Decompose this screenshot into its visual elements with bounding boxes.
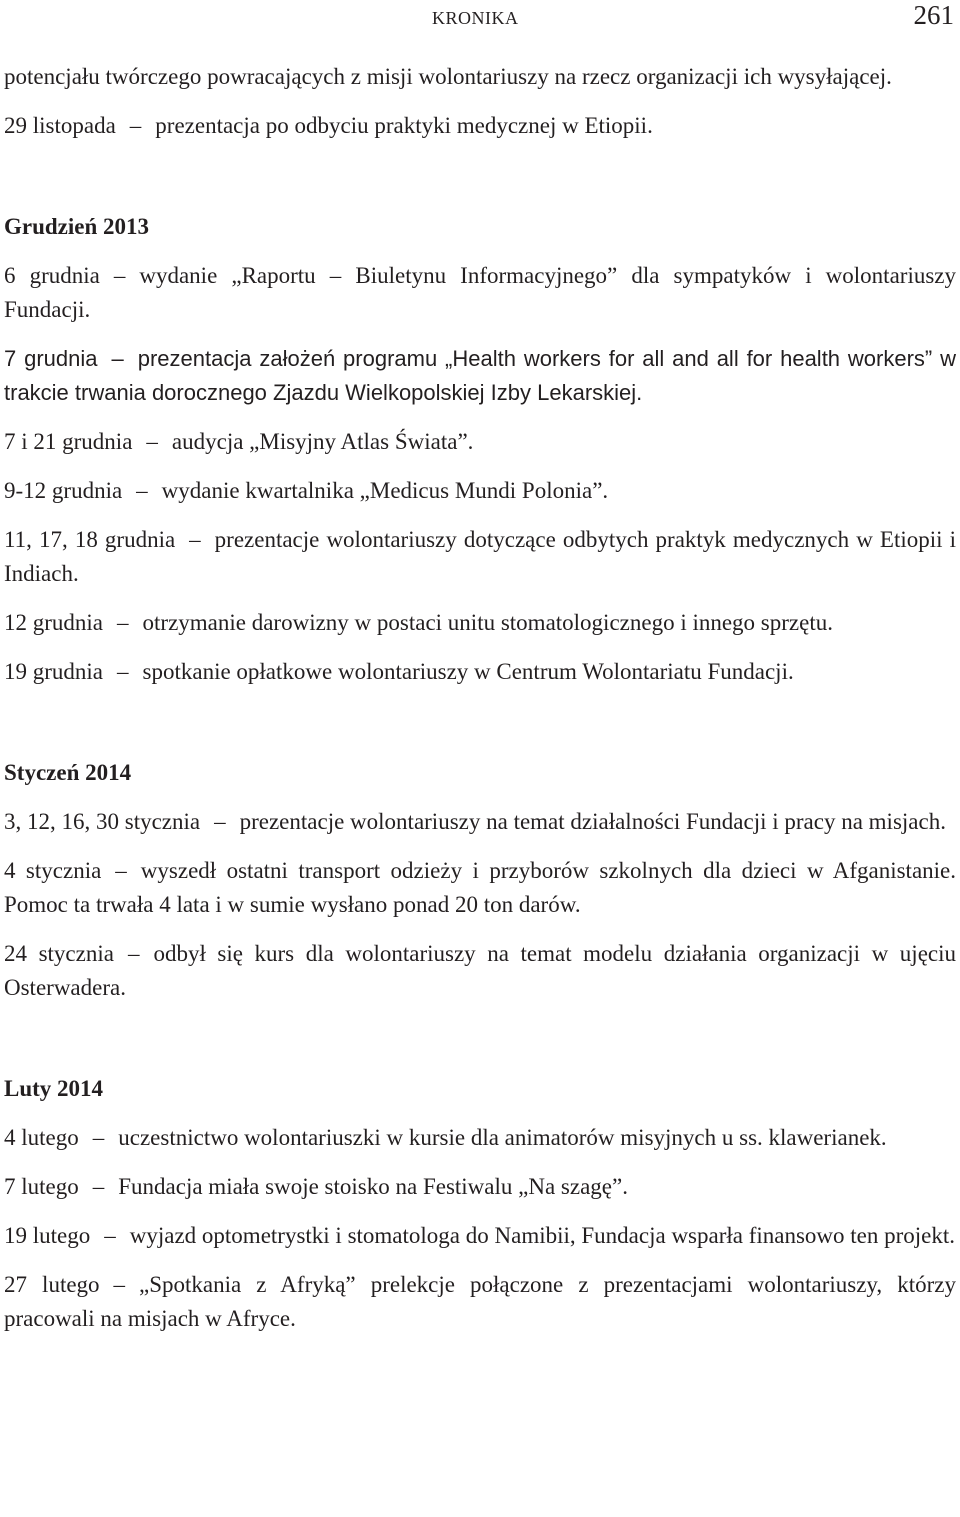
chronicle-entry [4,425,956,459]
running-title: KRONIKA [432,8,519,28]
entry-text: prezentacja założeń programu „Health workers for all and all for health workers” w trakcie trwania dorocznego Zjazdu Wielkopolskiej Izby Lekarskiej. [4,346,956,405]
chronicle-entry [4,606,956,640]
chronicle-entry [4,474,956,508]
entry-text: Fundacja miała swoje stoisko na Festiwalu „Na szagę”. [118,1174,628,1199]
entry-date: 7 lutego [4,1174,79,1199]
entry-date: 7 i 21 grudnia [4,429,133,454]
chronicle-entry [4,1268,956,1336]
entry-text: uczestnictwo wolontariuszki w kursie dla animatorów misyjnych u ss. klawerianek. [118,1125,887,1150]
entry-dash: – [127,941,140,966]
entry-date: 9-12 grudnia [4,478,123,503]
entry-dash: – [104,1223,116,1248]
entry-dash: – [146,429,158,454]
entry-text: odbył się kurs dla wolontariuszy na temat modelu działania organizacji w ujęciu Osterwadera. [4,941,956,1000]
chronicle-entry [4,805,956,839]
entry-date: 19 lutego [4,1223,91,1248]
chronicle-body [4,60,956,1351]
entry-date: 24 stycznia [4,941,114,966]
section-heading: Luty 2014 [4,1076,104,1101]
chronicle-entry [4,937,956,1005]
entry-text: wydanie „Raportu – Biuletynu Informacyjnego” dla sympatyków i wolontariuszy Fundacji. [4,263,956,322]
entry-dash: – [189,527,201,552]
entry-text: prezentacja po odbyciu praktyki medycznej w Etiopii. [155,113,653,138]
entry-text: wydanie kwartalnika „Medicus Mundi Polonia”. [161,478,609,503]
page-header [0,0,960,40]
entry-date: 7 grudnia [4,346,98,371]
chronicle-entry [4,1170,956,1204]
chronicle-entry [4,655,956,689]
entry-date: 6 grudnia [4,263,100,288]
entry-dash: – [115,858,127,883]
chronicle-entry [4,259,956,327]
entry-text: prezentacje wolontariuszy dotyczące odbytych praktyk medycznych w Etiopii i Indiach. [4,527,956,586]
entry-text: prezentacje wolontariuszy na temat działalności Fundacji i pracy na misjach. [239,809,946,834]
chronicle-entry [4,342,956,410]
entry-dash: – [117,610,129,635]
continued-paragraph: potencjału twórczego powracających z misji wolontariuszy na rzecz organizacji ich wysyłającej. [4,64,892,89]
chronicle-entry [4,109,956,143]
entry-dash: – [92,1125,105,1150]
entry-date: 19 grudnia [4,659,104,684]
entry-date: 29 listopada [4,113,116,138]
chronicle-entry [4,854,956,922]
entry-date: 3, 12, 16, 30 stycznia [4,809,201,834]
entry-dash: – [111,346,124,371]
page-number: 261 [913,0,954,30]
entry-dash: – [92,1174,105,1199]
entry-date: 12 grudnia [4,610,104,635]
entry-date: 4 stycznia [4,858,102,883]
entry-date: 27 lutego [4,1272,100,1297]
entry-dash: – [214,809,226,834]
entry-text: wyszedł ostatni transport odzieży i przyborów szkolnych dla dzieci w Afganistanie. Pomoc ta trwała 4 lata i w sumie wysłano ponad 20 ton darów. [4,858,956,917]
section-heading: Styczeń 2014 [4,760,132,785]
entry-dash: – [117,659,129,684]
entry-text: wyjazd optometrystki i stomatologa do Namibii, Fundacja wsparła finansowo ten projekt. [129,1223,956,1248]
entry-text: audycja „Misyjny Atlas Świata”. [171,429,474,454]
chronicle-entry [4,1121,956,1155]
entry-date: 4 lutego [4,1125,79,1150]
chronicle-entry [4,523,956,591]
entry-dash: – [113,1272,126,1297]
section-heading: Grudzień 2013 [4,214,150,239]
chronicle-entry [4,1219,956,1253]
entry-dash: – [129,113,142,138]
entry-text: otrzymanie darowizny w postaci unitu stomatologicznego i innego sprzętu. [142,610,833,635]
entry-text: spotkanie opłatkowe wolontariuszy w Centrum Wolontariatu Fundacji. [142,659,794,684]
entry-dash: – [113,263,126,288]
entry-text: „Spotkania z Afryką” prelekcje połączone z prezentacjami wolontariuszy, którzy pracowali na misjach w Afryce. [4,1272,956,1331]
entry-dash: – [136,478,148,503]
entry-date: 11, 17, 18 grudnia [4,527,176,552]
